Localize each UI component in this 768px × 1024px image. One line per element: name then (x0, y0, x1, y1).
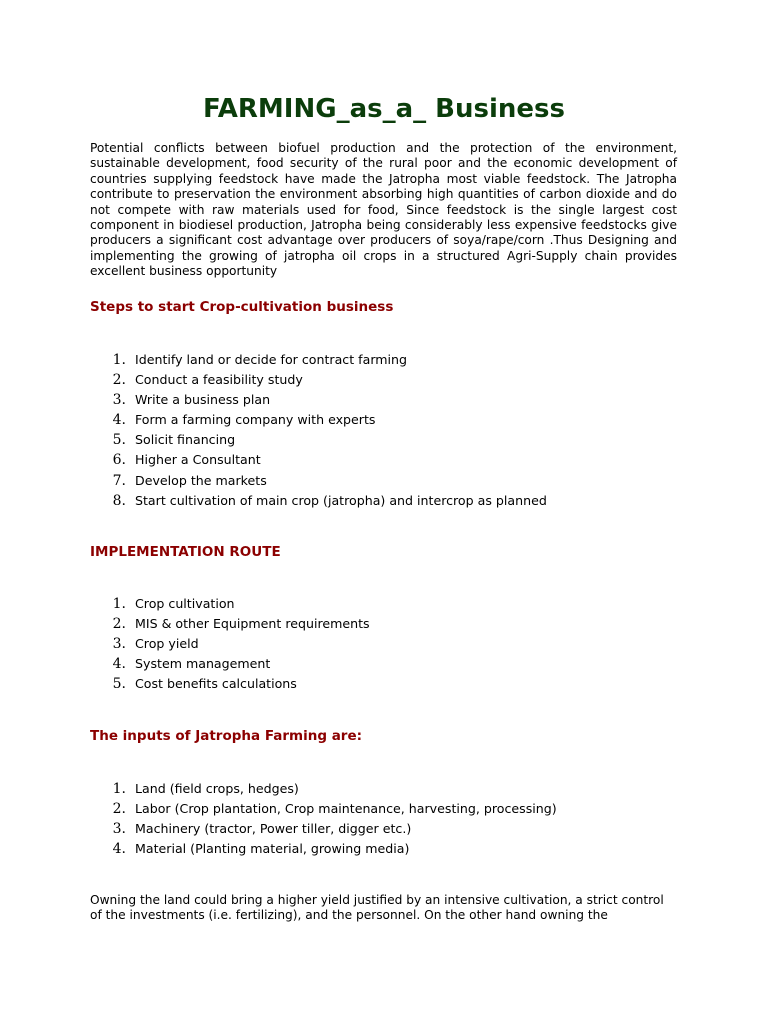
list-item-number: 6. (112, 452, 126, 469)
list-item-number: 8. (112, 492, 126, 509)
list-item (104, 452, 547, 472)
list-item-number: 2. (112, 801, 126, 818)
list-item-number: 7. (112, 472, 126, 489)
page-title: FARMING_as_a_ Business (203, 94, 565, 124)
list-item (104, 473, 547, 493)
list-item-text: Labor (Crop plantation, Crop maintenance, harvesting, processing) (135, 801, 557, 817)
list-item-text: Cost benefits calculations (135, 676, 297, 692)
list-item-text: Crop cultivation (135, 596, 235, 611)
list-item-number: 2. (112, 372, 126, 389)
list-item-number: 2. (112, 616, 126, 633)
list-item-text: Identify land or decide for contract farming (135, 352, 408, 367)
list-item-text: Solicit financing (135, 432, 236, 448)
list-item (104, 841, 557, 861)
list-item-text: Material (Planting material, growing media) (135, 841, 410, 857)
list-item (104, 801, 557, 821)
list-item (104, 412, 547, 432)
list-item-text: Land (field crops, hedges) (135, 781, 299, 796)
list-item (104, 636, 370, 656)
list-item-number: 1. (112, 596, 126, 612)
list-item (104, 781, 557, 801)
section-heading-inputs: The inputs of Jatropha Farming are: (90, 728, 363, 744)
list-item-text: System management (135, 656, 271, 672)
list-item-number: 4. (112, 841, 126, 858)
list-item (104, 372, 547, 392)
intro-paragraph: Potential conflicts between biofuel production and the protection of the environment, sustainable development, food security of the rural poor and the economic development of countries supplying feedstock have made the Jatropha most viable feedstock. The Jatropha contribute to preservation the environment absorbing high quantities of carbon dioxide and do not compete with raw materials used for food, Since feedstock is the single largest cost component in biodiesel production, Jatropha being considerably less expensive feedstocks give producers a significant cost advantage over producers of soya/rape/corn .Thus Designing and implementing the growing of jatropha oil crops in a structured Agri-Supply chain provides excellent business opportunity (90, 141, 677, 279)
list-item-number: 5. (112, 676, 126, 693)
list-item (104, 676, 370, 696)
list-item-text: Form a farming company with experts (135, 412, 376, 428)
list-item-number: 4. (112, 412, 126, 429)
steps-list (104, 352, 547, 513)
list-item (104, 821, 557, 841)
list-item-text: Higher a Consultant (135, 452, 261, 468)
closing-paragraph: Owning the land could bring a higher yield justified by an intensive cultivation, a strict control of the investments (i.e. fertilizing), and the personnel. On the other hand owning the (90, 893, 664, 923)
inputs-list (104, 781, 557, 861)
list-item (104, 432, 547, 452)
list-item-number: 1. (112, 781, 126, 797)
list-item (104, 596, 370, 616)
list-item (104, 656, 370, 676)
list-item (104, 352, 547, 372)
list-item (104, 616, 370, 636)
section-heading-steps: Steps to start Crop-cultivation business (90, 299, 394, 315)
list-item-text: Crop yield (135, 636, 199, 652)
list-item-text: MIS & other Equipment requirements (135, 616, 370, 632)
list-item-text: Machinery (tractor, Power tiller, digger etc.) (135, 821, 412, 837)
list-item (104, 392, 547, 412)
list-item-number: 4. (112, 656, 126, 673)
section-heading-implementation: IMPLEMENTATION ROUTE (90, 544, 281, 560)
list-item-number: 3. (112, 392, 126, 409)
list-item-text: Conduct a feasibility study (135, 372, 303, 388)
list-item-text: Write a business plan (135, 392, 271, 408)
list-item-number: 3. (112, 636, 126, 653)
implementation-list (104, 596, 370, 696)
list-item-number: 5. (112, 432, 126, 449)
list-item-text: Develop the markets (135, 472, 267, 488)
list-item-number: 3. (112, 821, 126, 838)
list-item-text: Start cultivation of main crop (jatropha) and intercrop as planned (135, 492, 547, 508)
list-item-number: 1. (112, 352, 126, 368)
list-item (104, 493, 547, 513)
